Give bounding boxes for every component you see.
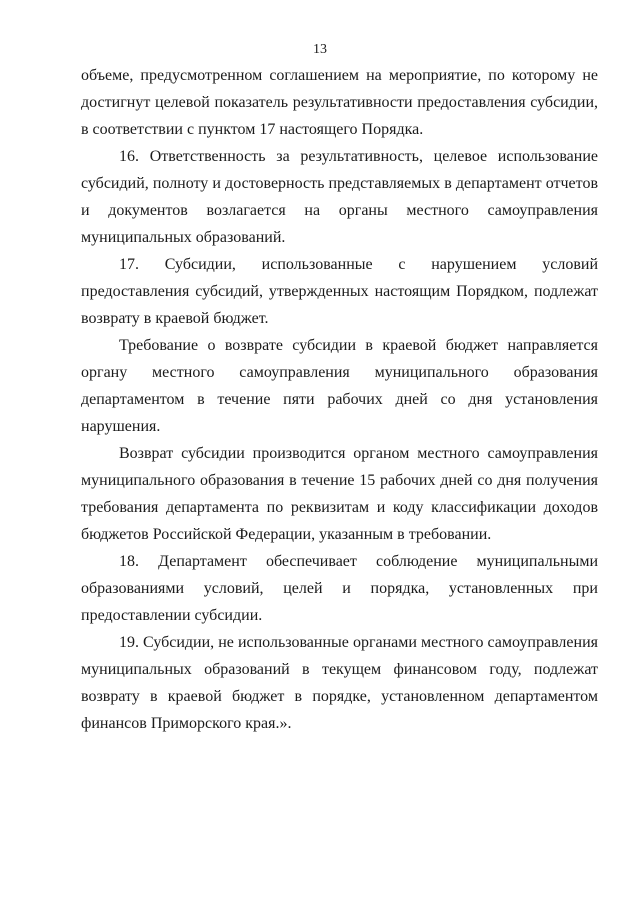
page-number: 13 xyxy=(313,42,327,57)
document-body xyxy=(81,62,598,737)
paragraph-item-19: 19. Субсидии, не использованные органами местного самоуправления муниципальных образований в текущем финансовом году, подлежат возврату в краевой бюджет в порядке, установленном департаментом финансов Приморского края.». xyxy=(81,634,598,732)
paragraph-item-17: 17. Субсидии, использованные с нарушением условий предоставления субсидий, утвержденных настоящим Порядком, подлежат возврату в краевой бюджет. xyxy=(81,256,598,327)
paragraph-refund-procedure: Возврат субсидии производится органом местного самоуправления муниципального образования в течение 15 рабочих дней со дня получения требования департамента по реквизитам и коду классификации доходов бюджетов Российской Федерации, указанным в требовании. xyxy=(81,445,598,543)
paragraph-refund-request: Требование о возврате субсидии в краевой бюджет направляется органу местного самоуправления муниципального образования департаментом в течение пяти рабочих дней со дня установления нарушения. xyxy=(81,337,598,435)
paragraph-continuation: объеме, предусмотренном соглашением на мероприятие, по которому не достигнут целевой показатель результативности предоставления субсидии, в соответствии с пунктом 17 настоящего Порядка. xyxy=(81,67,598,138)
paragraph-item-16: 16. Ответственность за результативность, целевое использование субсидий, полноту и достоверность представляемых в департамент отчетов и документов возлагается на органы местного самоуправления муниципальных образований. xyxy=(81,148,598,246)
paragraph-item-18: 18. Департамент обеспечивает соблюдение муниципальными образованиями условий, целей и порядка, установленных при предоставлении субсидии. xyxy=(81,553,598,624)
